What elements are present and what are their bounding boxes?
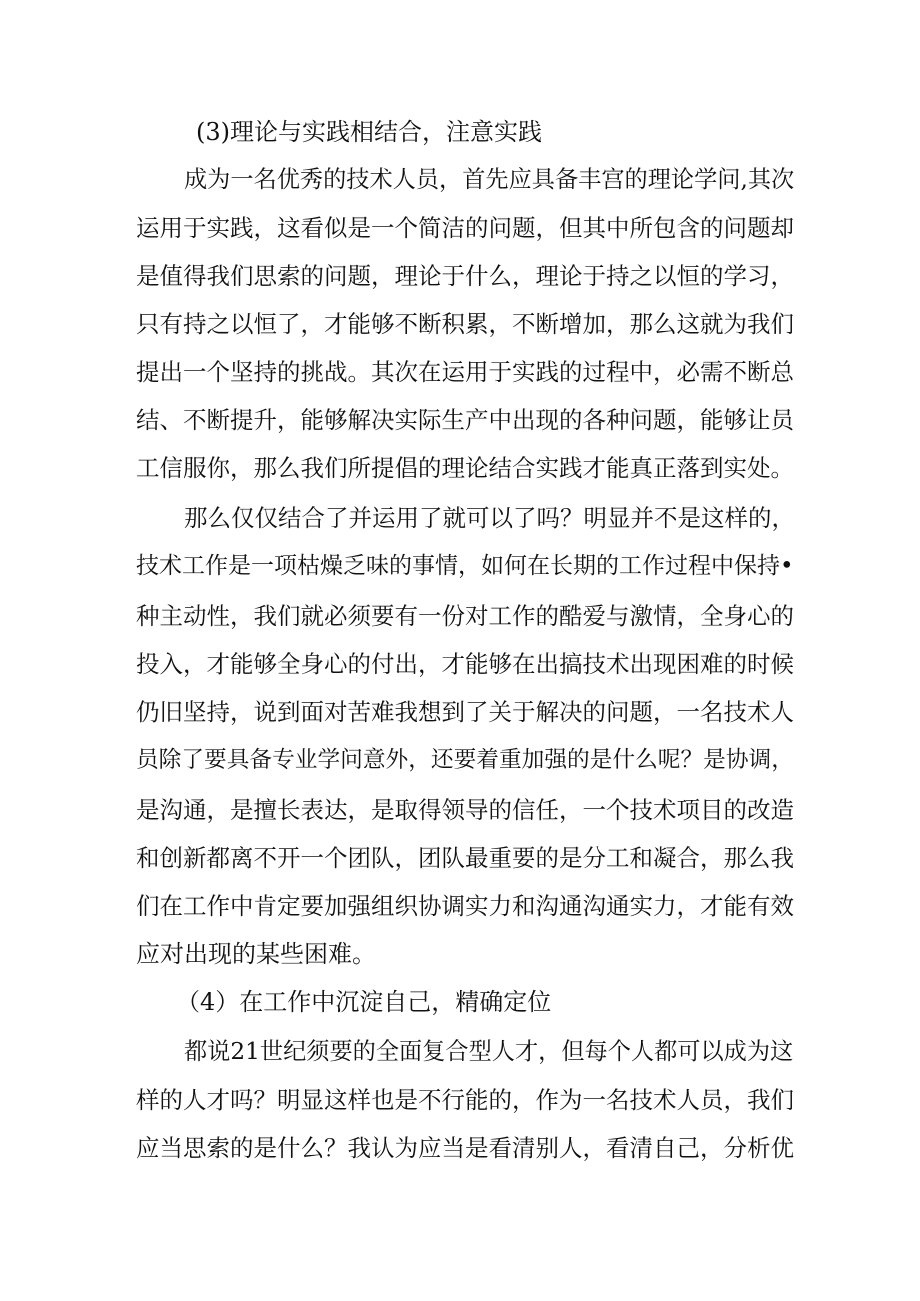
paragraph-line: 样的人才吗？明显这样也是不行能的，作为一名技术人员，我们 [136, 1086, 794, 1114]
paragraph-line: 只有持之以恒了，才能够不断积累，不断增加，那么这就为我们 [136, 310, 794, 338]
paragraph-line: 们在工作中肯定要加强组织协调实力和沟通沟通实力，才能有效 [136, 892, 794, 920]
paragraph-line: 和创新都离不开一个团队，团队最重要的是分工和凝合，那么我 [136, 844, 794, 872]
paragraph-line: 成为一名优秀的技术人员，首先应具备丰宫的理论学问,其次 [184, 166, 795, 193]
paragraph-line: 员除了要具备专业学问意外，还要着重加强的是什么呢？是协调， [136, 747, 794, 773]
paragraph-line: 运用于实践，这看似是一个简洁的问题，但其中所包含的问题却 [136, 214, 794, 242]
paragraph-line: 仍旧坚持，说到面对苦难我想到了关于解决的问题，一名技术人 [136, 698, 794, 726]
paragraph-line: 结、不断提升，能够解决实际生产中出现的各种问题，能够让员 [136, 406, 794, 434]
paragraph-line: 是沟通，是擅长表达，是取得领导的信任，一个技术项目的改造 [136, 796, 794, 824]
paragraph-line: 提出一个坚持的挑战。其次在运用于实践的过程中，必需不断总 [136, 358, 794, 386]
paragraph-line: 工信服你，那么我们所提倡的理论结合实践才能真正落到实处。 [136, 454, 794, 482]
paragraph-line: 应当思索的是什么？我认为应当是看清别人，看清自己，分析优 [136, 1134, 794, 1162]
section-heading-4: （4）在工作中沉淀自己，精确定位 [176, 988, 552, 1016]
paragraph-line: 种主动性，我们就必须要有一份对工作的酷爱与激情，全身心的 [136, 602, 794, 630]
paragraph-line: 是值得我们思索的问题，理论于什么，理论于持之以恒的学习， [136, 262, 794, 290]
paragraph-line: 那么仅仅结合了并运用了就可以了吗？明显并不是这样的， [184, 504, 795, 532]
paragraph-line: 投入，才能够全身心的付出，才能够在出搞技术出现困难的时候 [136, 650, 794, 678]
paragraph-line: 应对出现的某些困难。 [136, 940, 376, 968]
section-heading-3: (3)理论与实践相结合，注意实践 [196, 118, 542, 146]
paragraph-line: 都说21世纪须要的全面复合型人才，但每个人都可以成为这 [184, 1038, 794, 1065]
paragraph-line: 技术工作是一项枯燥乏味的事情，如何在长期的工作过程中保持• [136, 553, 794, 579]
